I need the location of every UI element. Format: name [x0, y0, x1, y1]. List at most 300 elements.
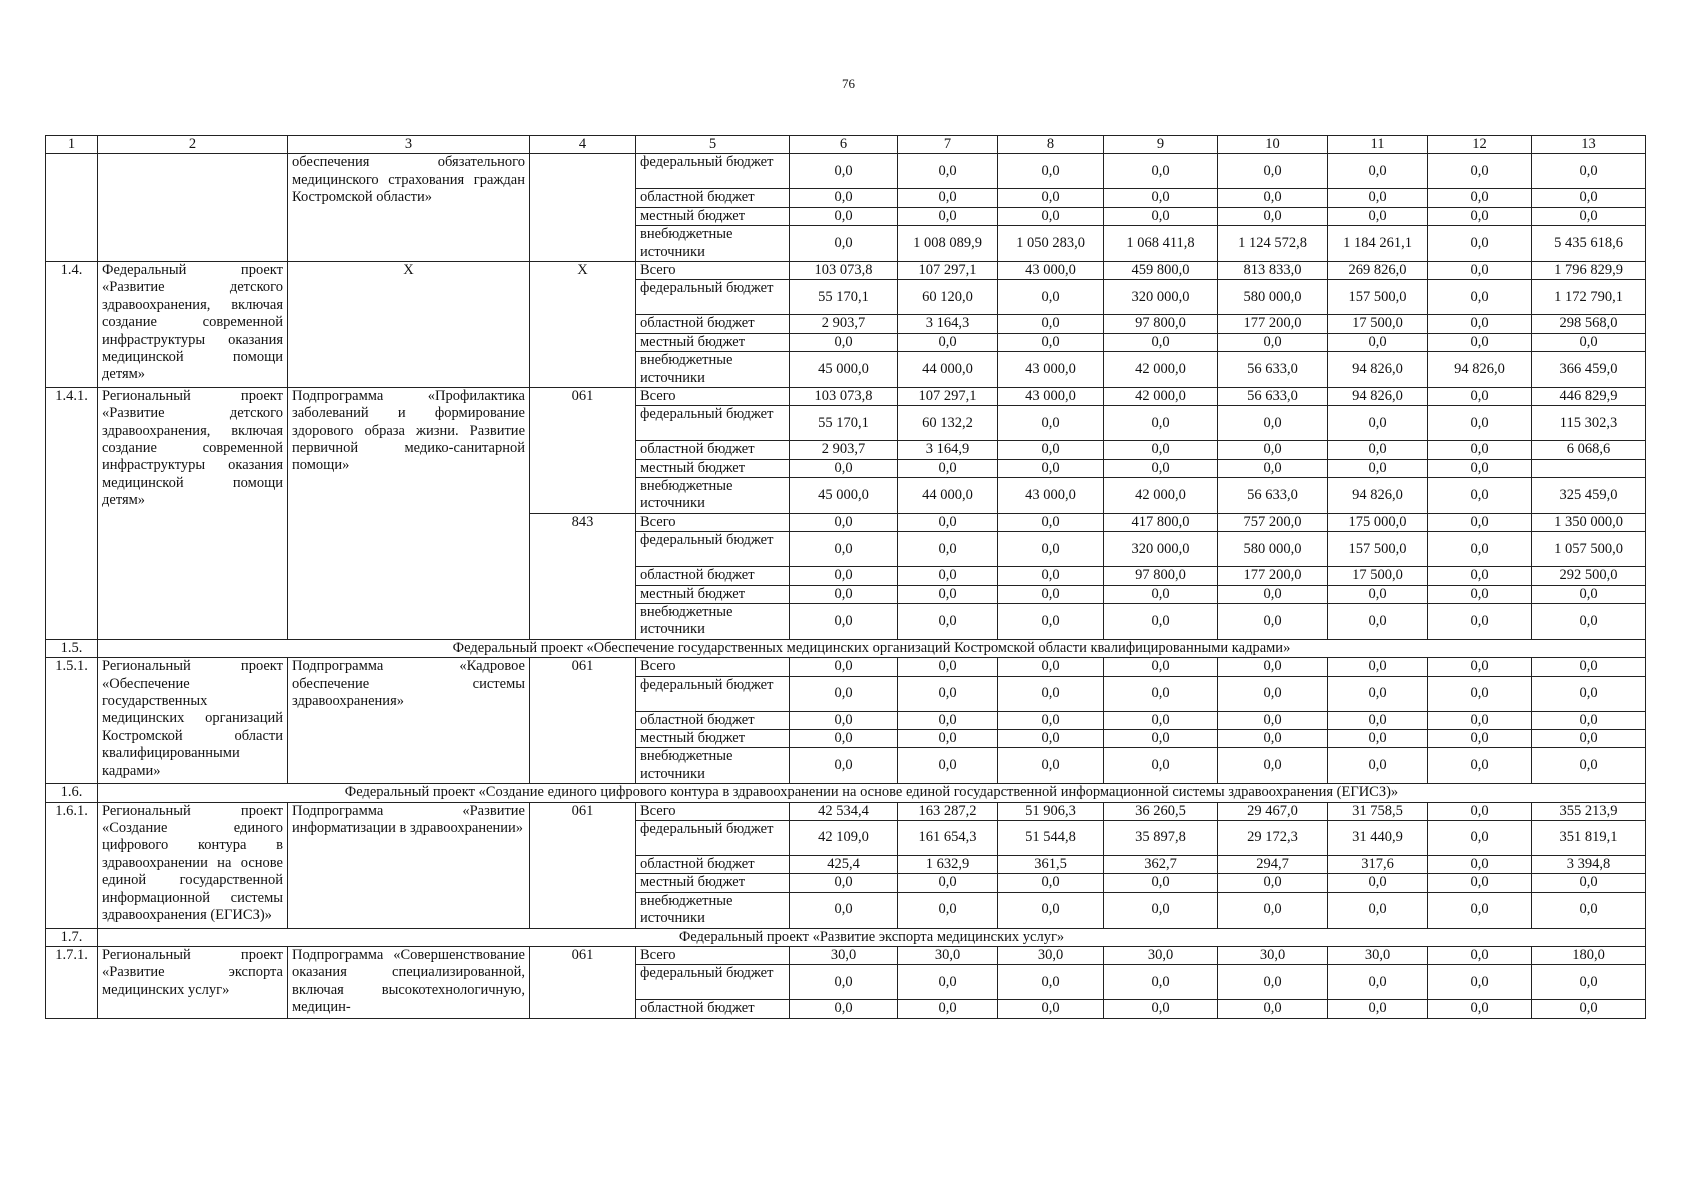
value-cell: 0,0 [1428, 965, 1532, 1000]
value-cell: 0,0 [1218, 406, 1328, 441]
value-cell: 0,0 [998, 711, 1104, 729]
value-cell: 0,0 [1532, 965, 1646, 1000]
column-header: 6 [790, 136, 898, 154]
value-cell: 42 000,0 [1104, 478, 1218, 514]
value-cell: 0,0 [790, 748, 898, 784]
value-cell: 56 633,0 [1218, 352, 1328, 388]
value-cell: 0,0 [1428, 459, 1532, 477]
value-cell: 0,0 [898, 874, 998, 892]
value-cell: 55 170,1 [790, 280, 898, 315]
value-cell: 0,0 [1428, 676, 1532, 711]
value-cell: 0,0 [790, 658, 898, 676]
value-cell: 0,0 [1328, 604, 1428, 640]
column-header: 7 [898, 136, 998, 154]
value-cell: 0,0 [1428, 333, 1532, 351]
value-cell: 1 796 829,9 [1532, 261, 1646, 279]
row-number: 1.4.1. [46, 387, 98, 639]
value-cell: 31 440,9 [1328, 820, 1428, 855]
subprogram-name: Подпрограмма «Кадровое обеспечение системы здравоохранения» [288, 658, 530, 784]
value-cell: 0,0 [1328, 658, 1428, 676]
funding-source: федеральный бюджет [636, 406, 790, 441]
value-cell: 29 172,3 [1218, 820, 1328, 855]
value-cell: 0,0 [1428, 441, 1532, 459]
value-cell: 0,0 [790, 874, 898, 892]
value-cell: 42 000,0 [1104, 387, 1218, 405]
value-cell: 294,7 [1218, 855, 1328, 873]
value-cell: 51 544,8 [998, 820, 1104, 855]
value-cell: 163 287,2 [898, 802, 998, 820]
value-cell: 0,0 [1218, 874, 1328, 892]
value-cell: 0,0 [1328, 459, 1428, 477]
budget-table [45, 135, 1646, 1019]
value-cell: 0,0 [998, 154, 1104, 189]
value-cell: 0,0 [898, 513, 998, 531]
value-cell: 60 132,2 [898, 406, 998, 441]
value-cell: 2 903,7 [790, 315, 898, 333]
value-cell: 30,0 [1104, 946, 1218, 964]
subprogram-name: Х [288, 261, 530, 387]
value-cell: 175 000,0 [1328, 513, 1428, 531]
value-cell: 0,0 [790, 532, 898, 567]
value-cell: 0,0 [790, 604, 898, 640]
value-cell: 0,0 [1104, 892, 1218, 928]
value-cell: 269 826,0 [1328, 261, 1428, 279]
value-cell: 0,0 [790, 207, 898, 225]
value-cell: 0,0 [1532, 189, 1646, 207]
value-cell: 43 000,0 [998, 352, 1104, 388]
value-cell: 0,0 [1428, 387, 1532, 405]
value-cell: 0,0 [898, 604, 998, 640]
value-cell: 107 297,1 [898, 261, 998, 279]
row-number: 1.7.1. [46, 946, 98, 1018]
value-cell: 298 568,0 [1532, 315, 1646, 333]
table-row [46, 946, 1646, 964]
value-cell: 0,0 [998, 280, 1104, 315]
value-cell: 0,0 [898, 892, 998, 928]
value-cell: 30,0 [790, 946, 898, 964]
funding-source: областной бюджет [636, 567, 790, 585]
measure-name: Федеральный проект «Развитие детского здравоохранения, включая создание современной инфраструктуры оказания медицинской помощи детям» [98, 261, 288, 387]
value-cell: 0,0 [1218, 207, 1328, 225]
value-cell: 0,0 [1428, 820, 1532, 855]
executor-code: Х [530, 261, 636, 387]
value-cell: 3 164,3 [898, 315, 998, 333]
value-cell: 0,0 [1532, 892, 1646, 928]
value-cell: 0,0 [1428, 567, 1532, 585]
value-cell: 0,0 [1428, 154, 1532, 189]
value-cell: 3 394,8 [1532, 855, 1646, 873]
value-cell: 0,0 [998, 676, 1104, 711]
value-cell: 0,0 [998, 965, 1104, 1000]
value-cell: 0,0 [1104, 965, 1218, 1000]
section-number: 1.6. [46, 784, 98, 802]
funding-source: федеральный бюджет [636, 532, 790, 567]
value-cell: 103 073,8 [790, 261, 898, 279]
value-cell: 0,0 [898, 965, 998, 1000]
measure-name: Региональный проект «Развитие детского здравоохранения, включая создание современной инфраструктуры оказания медицинской помощи детям» [98, 387, 288, 639]
funding-source: внебюджетные источники [636, 478, 790, 514]
value-cell: 0,0 [998, 315, 1104, 333]
column-header: 12 [1428, 136, 1532, 154]
executor-code: 061 [530, 387, 636, 513]
column-header: 5 [636, 136, 790, 154]
value-cell: 97 800,0 [1104, 567, 1218, 585]
table-row [46, 154, 1646, 189]
value-cell: 0,0 [1428, 585, 1532, 603]
table-body [46, 136, 1646, 1019]
funding-source: федеральный бюджет [636, 676, 790, 711]
value-cell: 30,0 [898, 946, 998, 964]
value-cell: 1 008 089,9 [898, 226, 998, 262]
value-cell: 0,0 [998, 1000, 1104, 1018]
value-cell: 0,0 [1428, 1000, 1532, 1018]
value-cell: 0,0 [998, 189, 1104, 207]
value-cell: 0,0 [998, 406, 1104, 441]
value-cell: 0,0 [1104, 459, 1218, 477]
table-row [46, 261, 1646, 279]
value-cell: 60 120,0 [898, 280, 998, 315]
value-cell: 0,0 [1428, 513, 1532, 531]
value-cell: 0,0 [998, 874, 1104, 892]
value-cell: 0,0 [1328, 441, 1428, 459]
value-cell: 29 467,0 [1218, 802, 1328, 820]
subprogram-name: Подпрограмма «Совершенствование оказания специализированной, включая высокотехнологичную, медицин- [288, 946, 530, 1018]
page-number: 76 [842, 76, 855, 91]
value-cell: 0,0 [898, 189, 998, 207]
value-cell: 161 654,3 [898, 820, 998, 855]
value-cell: 0,0 [1218, 1000, 1328, 1018]
value-cell: 17 500,0 [1328, 567, 1428, 585]
value-cell: 0,0 [1104, 874, 1218, 892]
value-cell: 0,0 [1104, 711, 1218, 729]
funding-source: областной бюджет [636, 711, 790, 729]
value-cell: 0,0 [1428, 604, 1532, 640]
measure-name: Региональный проект «Обеспечение государственных медицинских организаций Костромской области квалифицированными кадрами» [98, 658, 288, 784]
value-cell: 0,0 [998, 604, 1104, 640]
column-header: 1 [46, 136, 98, 154]
funding-source: федеральный бюджет [636, 280, 790, 315]
value-cell: 0,0 [1104, 676, 1218, 711]
value-cell: 317,6 [1328, 855, 1428, 873]
funding-source: Всего [636, 802, 790, 820]
value-cell: 43 000,0 [998, 478, 1104, 514]
value-cell: 1 068 411,8 [1104, 226, 1218, 262]
value-cell: 0,0 [790, 892, 898, 928]
table-row [46, 802, 1646, 820]
value-cell: 0,0 [1218, 748, 1328, 784]
value-cell: 43 000,0 [998, 261, 1104, 279]
funding-source: областной бюджет [636, 855, 790, 873]
value-cell: 0,0 [898, 532, 998, 567]
value-cell: 0,0 [1104, 729, 1218, 747]
value-cell: 0,0 [1218, 585, 1328, 603]
value-cell: 107 297,1 [898, 387, 998, 405]
value-cell: 0,0 [1218, 441, 1328, 459]
value-cell: 17 500,0 [1328, 315, 1428, 333]
column-header: 8 [998, 136, 1104, 154]
section-number: 1.7. [46, 928, 98, 946]
value-cell: 157 500,0 [1328, 532, 1428, 567]
value-cell: 0,0 [790, 189, 898, 207]
executor-code: 061 [530, 658, 636, 784]
value-cell: 115 302,3 [1532, 406, 1646, 441]
value-cell: 0,0 [790, 729, 898, 747]
value-cell: 0,0 [1104, 154, 1218, 189]
funding-source: областной бюджет [636, 1000, 790, 1018]
row-number: 1.6.1. [46, 802, 98, 928]
value-cell: 0,0 [898, 333, 998, 351]
value-cell: 0,0 [1428, 748, 1532, 784]
value-cell: 0,0 [998, 207, 1104, 225]
funding-source: местный бюджет [636, 729, 790, 747]
subprogram-name: обеспечения обязательного медицинского страхования граждан Костромской области» [288, 154, 530, 262]
value-cell: 0,0 [1428, 729, 1532, 747]
subprogram-name: Подпрограмма «Профилактика заболеваний и формирование здорового образа жизни. Развитие первичной медико-санитарной помощи» [288, 387, 530, 639]
measure-name: Региональный проект «Развитие экспорта медицинских услуг» [98, 946, 288, 1018]
value-cell: 31 758,5 [1328, 802, 1428, 820]
value-cell: 0,0 [998, 748, 1104, 784]
funding-source: внебюджетные источники [636, 352, 790, 388]
value-cell: 0,0 [998, 585, 1104, 603]
executor-code [530, 154, 636, 262]
value-cell: 30,0 [998, 946, 1104, 964]
section-title: Федеральный проект «Развитие экспорта медицинских услуг» [98, 928, 1646, 946]
value-cell: 0,0 [1532, 585, 1646, 603]
value-cell: 0,0 [998, 513, 1104, 531]
value-cell: 0,0 [1218, 729, 1328, 747]
value-cell: 0,0 [1428, 261, 1532, 279]
column-header: 2 [98, 136, 288, 154]
value-cell: 0,0 [790, 513, 898, 531]
value-cell: 0,0 [998, 658, 1104, 676]
table-row [46, 387, 1646, 405]
funding-source: Всего [636, 513, 790, 531]
section-title: Федеральный проект «Создание единого цифрового контура в здравоохранении на основе единой государственной информационной системы здравоохранения (ЕГИСЗ)» [98, 784, 1646, 802]
value-cell: 0,0 [998, 333, 1104, 351]
value-cell: 0,0 [1104, 189, 1218, 207]
column-header: 3 [288, 136, 530, 154]
value-cell: 0,0 [1218, 333, 1328, 351]
funding-source: местный бюджет [636, 333, 790, 351]
value-cell: 0,0 [790, 459, 898, 477]
value-cell: 0,0 [1428, 207, 1532, 225]
funding-source: федеральный бюджет [636, 820, 790, 855]
value-cell: 459 800,0 [1104, 261, 1218, 279]
value-cell: 0,0 [1104, 333, 1218, 351]
value-cell: 56 633,0 [1218, 478, 1328, 514]
value-cell: 0,0 [1428, 711, 1532, 729]
value-cell: 0,0 [1328, 406, 1428, 441]
table-row [46, 658, 1646, 676]
funding-source: Всего [636, 946, 790, 964]
value-cell: 0,0 [1218, 154, 1328, 189]
value-cell: 351 819,1 [1532, 820, 1646, 855]
value-cell: 0,0 [1328, 874, 1428, 892]
value-cell: 1 632,9 [898, 855, 998, 873]
value-cell: 0,0 [1104, 604, 1218, 640]
value-cell: 0,0 [1428, 280, 1532, 315]
value-cell: 0,0 [1218, 459, 1328, 477]
value-cell: 425,4 [790, 855, 898, 873]
value-cell: 0,0 [1428, 946, 1532, 964]
funding-source: областной бюджет [636, 189, 790, 207]
value-cell: 94 826,0 [1328, 352, 1428, 388]
value-cell: 0,0 [790, 1000, 898, 1018]
section-number: 1.5. [46, 639, 98, 657]
value-cell: 1 172 790,1 [1532, 280, 1646, 315]
value-cell: 0,0 [1104, 441, 1218, 459]
value-cell [1532, 459, 1646, 477]
value-cell: 0,0 [1428, 874, 1532, 892]
value-cell: 0,0 [1328, 154, 1428, 189]
value-cell: 97 800,0 [1104, 315, 1218, 333]
value-cell: 44 000,0 [898, 352, 998, 388]
value-cell: 94 826,0 [1428, 352, 1532, 388]
value-cell: 0,0 [898, 585, 998, 603]
value-cell: 0,0 [1218, 658, 1328, 676]
value-cell: 177 200,0 [1218, 315, 1328, 333]
value-cell: 320 000,0 [1104, 280, 1218, 315]
value-cell: 0,0 [1328, 1000, 1428, 1018]
value-cell: 0,0 [1428, 406, 1532, 441]
value-cell: 1 057 500,0 [1532, 532, 1646, 567]
value-cell: 0,0 [790, 711, 898, 729]
value-cell: 0,0 [998, 892, 1104, 928]
value-cell: 0,0 [898, 459, 998, 477]
measure-name [98, 154, 288, 262]
value-cell: 0,0 [1218, 604, 1328, 640]
value-cell: 0,0 [1532, 154, 1646, 189]
value-cell: 0,0 [790, 567, 898, 585]
funding-source: областной бюджет [636, 315, 790, 333]
value-cell: 325 459,0 [1532, 478, 1646, 514]
subprogram-name: Подпрограмма «Развитие информатизации в здравоохранении» [288, 802, 530, 928]
value-cell: 0,0 [1532, 748, 1646, 784]
value-cell: 0,0 [1328, 333, 1428, 351]
value-cell: 0,0 [1532, 729, 1646, 747]
value-cell: 94 826,0 [1328, 387, 1428, 405]
value-cell: 0,0 [898, 207, 998, 225]
value-cell: 30,0 [1328, 946, 1428, 964]
value-cell: 0,0 [1104, 658, 1218, 676]
value-cell: 813 833,0 [1218, 261, 1328, 279]
column-header: 13 [1532, 136, 1646, 154]
row-number: 1.4. [46, 261, 98, 387]
value-cell: 362,7 [1104, 855, 1218, 873]
executor-code: 843 [530, 513, 636, 639]
value-cell: 0,0 [1428, 226, 1532, 262]
value-cell: 0,0 [790, 333, 898, 351]
value-cell: 757 200,0 [1218, 513, 1328, 531]
value-cell: 320 000,0 [1104, 532, 1218, 567]
value-cell: 580 000,0 [1218, 532, 1328, 567]
value-cell: 6 068,6 [1532, 441, 1646, 459]
value-cell: 0,0 [1532, 676, 1646, 711]
value-cell: 0,0 [1218, 189, 1328, 207]
value-cell: 0,0 [790, 154, 898, 189]
funding-source: федеральный бюджет [636, 154, 790, 189]
value-cell: 3 164,9 [898, 441, 998, 459]
value-cell: 0,0 [790, 965, 898, 1000]
value-cell: 0,0 [1532, 604, 1646, 640]
value-cell: 45 000,0 [790, 352, 898, 388]
value-cell: 56 633,0 [1218, 387, 1328, 405]
measure-name: Региональный проект «Создание единого цифрового контура в здравоохранении на основе единой государственной информационной системы здравоохранения (ЕГИСЗ)» [98, 802, 288, 928]
value-cell: 292 500,0 [1532, 567, 1646, 585]
value-cell: 0,0 [1104, 748, 1218, 784]
funding-source: Всего [636, 658, 790, 676]
value-cell: 0,0 [898, 567, 998, 585]
value-cell: 0,0 [1328, 892, 1428, 928]
value-cell: 0,0 [1428, 802, 1532, 820]
funding-source: местный бюджет [636, 459, 790, 477]
section-row [46, 928, 1646, 946]
row-number: 1.5.1. [46, 658, 98, 784]
value-cell: 1 184 261,1 [1328, 226, 1428, 262]
executor-code: 061 [530, 946, 636, 1018]
value-cell: 0,0 [1218, 965, 1328, 1000]
value-cell: 0,0 [898, 729, 998, 747]
value-cell: 0,0 [1428, 892, 1532, 928]
value-cell: 0,0 [1104, 585, 1218, 603]
value-cell: 0,0 [1532, 207, 1646, 225]
row-number [46, 154, 98, 262]
value-cell: 0,0 [1428, 658, 1532, 676]
column-header: 4 [530, 136, 636, 154]
value-cell: 55 170,1 [790, 406, 898, 441]
value-cell: 5 435 618,6 [1532, 226, 1646, 262]
value-cell: 0,0 [1428, 478, 1532, 514]
value-cell: 2 903,7 [790, 441, 898, 459]
value-cell: 35 897,8 [1104, 820, 1218, 855]
section-row [46, 784, 1646, 802]
value-cell: 0,0 [1328, 189, 1428, 207]
value-cell: 0,0 [1328, 965, 1428, 1000]
value-cell: 42 109,0 [790, 820, 898, 855]
value-cell: 103 073,8 [790, 387, 898, 405]
value-cell: 0,0 [1218, 676, 1328, 711]
value-cell: 0,0 [998, 532, 1104, 567]
value-cell: 180,0 [1532, 946, 1646, 964]
value-cell: 0,0 [790, 676, 898, 711]
value-cell: 1 350 000,0 [1532, 513, 1646, 531]
value-cell: 0,0 [1218, 711, 1328, 729]
value-cell: 0,0 [790, 226, 898, 262]
value-cell: 0,0 [898, 676, 998, 711]
column-header: 10 [1218, 136, 1328, 154]
funding-source: Всего [636, 261, 790, 279]
funding-source: местный бюджет [636, 874, 790, 892]
funding-source: федеральный бюджет [636, 965, 790, 1000]
value-cell: 0,0 [1328, 711, 1428, 729]
value-cell: 42 000,0 [1104, 352, 1218, 388]
section-title: Федеральный проект «Обеспечение государственных медицинских организаций Костромской области квалифицированными кадрами» [98, 639, 1646, 657]
column-header: 11 [1328, 136, 1428, 154]
funding-source: местный бюджет [636, 585, 790, 603]
value-cell: 0,0 [1328, 585, 1428, 603]
value-cell: 0,0 [898, 711, 998, 729]
value-cell: 0,0 [790, 585, 898, 603]
value-cell: 0,0 [1104, 1000, 1218, 1018]
column-header-row [46, 136, 1646, 154]
value-cell: 0,0 [1428, 315, 1532, 333]
value-cell: 0,0 [1532, 333, 1646, 351]
value-cell: 0,0 [1428, 855, 1532, 873]
value-cell: 0,0 [1532, 658, 1646, 676]
value-cell: 177 200,0 [1218, 567, 1328, 585]
value-cell: 446 829,9 [1532, 387, 1646, 405]
value-cell: 36 260,5 [1104, 802, 1218, 820]
